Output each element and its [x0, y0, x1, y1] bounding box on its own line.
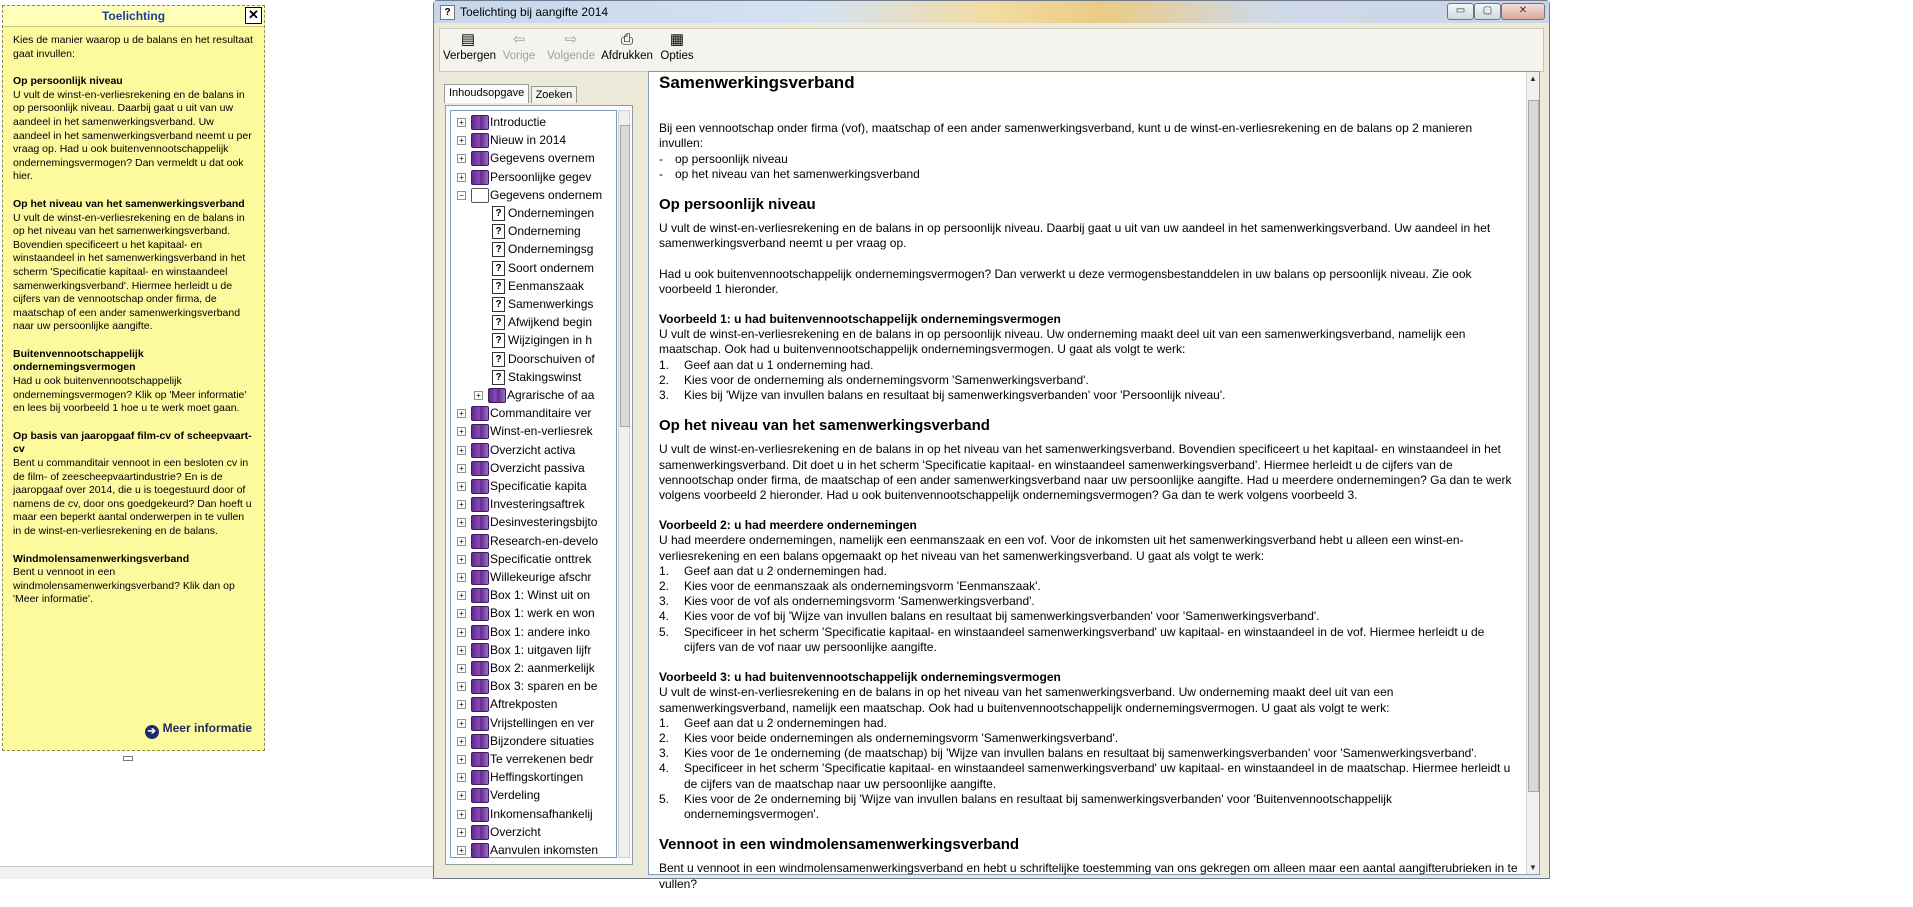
list-item: 1. Geef aan dat u 1 onderneming had. — [659, 357, 874, 372]
book-icon — [471, 716, 489, 731]
scrollbar-thumb[interactable] — [620, 125, 630, 427]
list-item: 4. Kies voor de vof bij 'Wijze van invullen balans en resultaat bij samenwerkingsverbanden' voor 'Samenwerkingsverband'. — [659, 609, 1320, 624]
tree-item[interactable] — [451, 149, 616, 167]
book-icon — [471, 424, 489, 439]
tree-item-label: Gegevens ondernem — [490, 187, 603, 202]
steps-list — [659, 564, 1519, 655]
tree-item-label: Aftrekposten — [490, 697, 558, 712]
book-icon — [471, 461, 489, 476]
book-icon — [471, 825, 489, 840]
expand-icon[interactable]: + — [457, 446, 466, 455]
toelichting-title: Toelichting — [101, 9, 166, 23]
list-item: - op persoonlijk niveau — [659, 152, 1519, 167]
toolbar-label: Volgende — [547, 50, 595, 62]
expand-icon[interactable]: + — [457, 609, 466, 618]
tree-item-label: Specificatie kapita — [490, 479, 587, 493]
tree-item-label: Overzicht passiva — [490, 460, 585, 475]
list-item: 3. Kies bij 'Wijze van invullen balans en resultaat bij samenwerkingsverbanden' voor 'Persoonlijk niveau'. — [659, 388, 1226, 403]
book-icon — [471, 606, 489, 621]
tree-item[interactable] — [451, 386, 616, 404]
section-heading: Vennoot in een windmolensamenwerkingsverband — [659, 836, 1020, 854]
list-item: 4. Specificeer in het scherm 'Specificatie kapitaal- en winstaandeel samenwerkingsverband' uw kapitaal- en winstaandeel in de maatschap. Hiermee herleidt u de cijfers van de maatschap naar uw persoonlijke aangifte. — [659, 761, 1511, 791]
maximize-button[interactable]: ▢ — [1474, 3, 1501, 20]
step-text: Geef aan dat u 2 ondernemingen had. — [684, 715, 887, 730]
book-icon — [471, 807, 489, 822]
example-text: U had meerdere ondernemingen, namelijk een eenmanszaak en een vof. Voor de inkomsten uit het samenwerkingsverband hebt u alleen een winst-en-verliesrekening en een balans opgemaakt op het niveau van het samenwerkingsverband. U gaat als volgt te werk: — [659, 533, 1464, 563]
expand-icon[interactable]: + — [457, 810, 466, 819]
vorige-button[interactable] — [498, 31, 540, 62]
contents-pane — [445, 105, 633, 865]
tree-item[interactable] — [451, 222, 616, 240]
tree-item-label: Eenmanszaak — [508, 278, 585, 293]
arrow-right-icon: ➔ — [145, 725, 159, 739]
nav-tabs — [444, 86, 575, 105]
expand-icon[interactable]: + — [457, 737, 466, 746]
tree-item[interactable] — [451, 623, 616, 641]
tree-item[interactable] — [451, 568, 616, 586]
book-icon — [471, 552, 489, 567]
book-icon — [471, 788, 489, 803]
tree-item-label: Ondernemingen — [508, 206, 595, 220]
step-text: Kies voor de vof als ondernemingsvorm 'Samenwerkingsverband'. — [684, 594, 1035, 609]
tree-item[interactable] — [451, 113, 616, 131]
tree-item[interactable] — [451, 240, 616, 258]
tree-item[interactable] — [451, 641, 616, 659]
book-icon — [471, 534, 489, 549]
expand-icon[interactable]: + — [457, 700, 466, 709]
verbergen-button[interactable] — [443, 31, 497, 62]
tree-item-label: Desinvesteringsbijto — [490, 515, 598, 530]
expand-icon[interactable]: + — [457, 682, 466, 691]
list-item: 5. Specificeer in het scherm 'Specificatie kapitaal- en winstaandeel samenwerkingsverband' uw kapitaal- en winstaandeel in de vof. Hiermee herleidt u de cijfers van de vof naar uw persoonlijke aangifte. — [659, 624, 1485, 654]
help-page-icon: ? — [492, 242, 505, 257]
step-text: Specificeer in het scherm 'Specificatie kapitaal- en winstaandeel samenwerkingsverband' uw kapitaal- en winstaandeel in de vof. Hiermee herleidt u de cijfers van de vof naar uw persoonlijke aangifte. — [684, 624, 1485, 654]
book-icon — [471, 443, 489, 458]
example-title: Voorbeeld 2: u had meerdere ondernemingen — [659, 518, 917, 533]
toelichting-section — [13, 553, 254, 607]
expand-icon[interactable]: + — [457, 154, 466, 163]
tab-inhoudsopgave[interactable]: Inhoudsopgave — [444, 84, 529, 103]
tree-item[interactable] — [451, 477, 616, 495]
contents-tree[interactable] — [450, 110, 617, 858]
tree-item-label: Research-en-develo — [490, 533, 599, 548]
tab-zoeken[interactable]: Zoeken — [531, 86, 578, 103]
tree-item[interactable] — [451, 422, 616, 440]
expand-icon[interactable]: + — [457, 591, 466, 600]
step-text: Kies voor de onderneming als ondernemingsvorm 'Samenwerkingsverband'. — [684, 372, 1089, 387]
volgende-button[interactable] — [545, 31, 597, 62]
help-page-icon: ? — [492, 279, 505, 294]
section-text: Bent u vennoot in een windmolensamenwerkingsverband? Klik dan op 'Meer informatie'. — [13, 566, 235, 606]
book-icon — [471, 770, 489, 785]
tree-item[interactable] — [451, 695, 616, 713]
list-item: 5. Kies voor de 2e onderneming bij 'Wijze van invullen balans en resultaat bij samenwerkingsverbanden' voor 'Buitenvennootschappelijk ondernemingsvermogen'. — [659, 791, 1392, 821]
help-page-icon: ? — [492, 261, 505, 276]
opties-button[interactable] — [659, 31, 695, 62]
tree-item-label: Persoonlijke gegev — [490, 169, 592, 184]
meer-informatie-link[interactable] — [145, 721, 252, 739]
expand-icon[interactable]: + — [457, 791, 466, 800]
help-page-icon: ? — [492, 224, 505, 239]
tree-item-label: Gegevens overnem — [490, 151, 595, 166]
tree-item[interactable] — [451, 513, 616, 531]
toelichting-header — [3, 6, 264, 27]
help-page-icon: ? — [492, 206, 505, 221]
help-page-icon: ? — [492, 370, 505, 385]
tree-item[interactable] — [451, 732, 616, 750]
printer-icon: ⎙ — [620, 31, 633, 48]
help-page-icon: ? — [492, 315, 505, 330]
tree-item-label: Box 1: andere inko — [490, 624, 591, 639]
paragraph: U vult de winst-en-verliesrekening en de balans in op het niveau van het samenwerkingsverband. Bovendien specificeert u het kapitaal- en winstaandeel in het samenwerkingsverband. Dit doet u in het scherm 'Specificatie kapitaal- en winstaandeel samenwerkingsverband'. Hiermee herleidt u de cijfers van de vennootschap onder firma, de maatschap of een ander samenwerkingsverband naar uw persoonlijke aangifte. Had u meerdere ondernemingen? Ga dan te werk volgens voorbeeld 2 hieronder. Had u ook buitenvennootschappelijk ondernemingsvermogen? Ga dan te werk volgens voorbeeld 3. — [659, 442, 1512, 503]
book-icon — [471, 406, 489, 421]
tree-item[interactable] — [451, 750, 616, 768]
scroll-down-icon[interactable]: ▼ — [1529, 863, 1537, 872]
forward-arrow-icon: ⇨ — [564, 31, 578, 48]
section-heading: Op persoonlijk niveau — [659, 196, 816, 214]
tree-item-label: Box 3: sparen en be — [490, 679, 598, 694]
tree-item[interactable] — [451, 786, 616, 804]
list-item: 2. Kies voor de eenmanszaak als ondernemingsvorm 'Eenmanszaak'. — [659, 579, 1041, 594]
close-icon[interactable]: ✕ — [245, 7, 262, 24]
book-icon — [471, 679, 489, 694]
list-item: 2. Kies voor beide ondernemingen als ondernemingsvorm 'Samenwerkingsverband'. — [659, 730, 1119, 745]
section-heading: Op het niveau van het samenwerkingsverband — [13, 197, 245, 210]
toelichting-section — [13, 348, 254, 416]
toelichting-section — [13, 75, 254, 184]
section-text: Bent u commanditair vennoot in een besloten cv in de film- of zeescheepvaartindustrie? En is de jaaropgaaf over 2014, die u is toegestuurd door of namens de cv, door ons goedgekeurd? Dan hoeft u maar een beperkt aantal onderwerpen in te vullen in de winst-en-verliesrekening en de balans. — [13, 457, 252, 537]
toolbar — [439, 28, 1544, 72]
book-icon — [471, 843, 489, 858]
tree-item-label: Heffingskortingen — [490, 770, 584, 785]
tree-item-label: Box 1: uitgaven lijfr — [490, 642, 592, 657]
tree-item-label: Wijzigingen in h — [508, 333, 593, 348]
close-window-button[interactable]: ✕ — [1501, 3, 1545, 20]
tree-item[interactable] — [451, 805, 616, 823]
tree-item[interactable] — [451, 277, 616, 295]
expand-icon[interactable]: + — [457, 464, 466, 473]
topic-content — [659, 72, 1519, 907]
tree-item-label: Willekeurige afschr — [490, 570, 592, 584]
tree-item-label: Ondernemingsg — [508, 242, 594, 257]
step-text: Geef aan dat u 2 ondernemingen had. — [684, 563, 887, 578]
tree-item[interactable] — [451, 295, 616, 313]
tree-item-label: Commanditaire ver — [490, 406, 592, 421]
expand-icon[interactable]: + — [474, 391, 483, 400]
toolbar-label: Verbergen — [443, 50, 497, 62]
tree-item[interactable] — [451, 441, 616, 459]
example-text: U vult de winst-en-verliesrekening en de balans in op het niveau van het samenwerkingsverband. Uw onderneming maakt deel uit van een samenwerkingsverband, namelijk een maatschap. Ook had u buitenvennootschappelijk ondernemingsvermogen. U gaat als volgt te werk: — [659, 685, 1394, 715]
resize-handle[interactable] — [123, 756, 133, 761]
horizontal-scrollbar[interactable] — [0, 866, 433, 879]
step-text: Kies voor de vof bij 'Wijze van invullen balans en resultaat bij samenwerkingsverbanden' voor 'Samenwerkingsverband'. — [684, 609, 1320, 624]
tree-item-label: Overzicht activa — [490, 442, 576, 457]
hide-pane-icon: ▤ — [460, 31, 476, 48]
tree-item-label: Winst-en-verliesrek — [490, 424, 593, 439]
expand-icon[interactable]: + — [457, 518, 466, 527]
tree-item[interactable] — [451, 204, 616, 222]
tree-item-label: Overzicht — [490, 824, 541, 839]
book-icon — [471, 643, 489, 658]
title-bar[interactable] — [434, 1, 1549, 23]
book-icon — [471, 515, 489, 530]
paragraph: Bent u vennoot in een windmolensamenwerkingsverband en hebt u schriftelijke toestemming van ons gekregen om alleen maar een aantal aangifterubrieken in te vullen? — [659, 861, 1518, 891]
step-text: Geef aan dat u 1 onderneming had. — [684, 357, 874, 372]
example-title: Voorbeeld 3: u had buitenvennootschappelijk ondernemingsvermogen — [659, 670, 1061, 685]
toolbar-label: Vorige — [502, 50, 536, 62]
tree-item-label: Specificatie onttrek — [490, 551, 592, 566]
back-arrow-icon: ⇦ — [512, 31, 526, 48]
section-text: U vult de winst-en-verliesrekening en de balans in op persoonlijk niveau. Daarbij gaat u uit van uw aandeel in het samenwerkingsverband. Uw aandeel in het samenwerkingsverband neemt u per vraag op. Had u ook buitenvennootschappelijk ondernemingsvermogen? Dan vermeldt u dat ook hier. — [13, 88, 252, 183]
tree-item-label: Inkomensafhankelij — [490, 806, 593, 821]
topic-pane — [648, 71, 1540, 891]
tree-scrollbar[interactable] — [618, 110, 630, 858]
tree-item-label: Onderneming — [508, 224, 581, 239]
expand-icon[interactable]: + — [457, 537, 466, 546]
step-text: Specificeer in het scherm 'Specificatie kapitaal- en winstaandeel samenwerkingsverband' uw kapitaal- en winstaandeel in de maatschap. Hiermee herleidt u de cijfers van de maatschap naar uw persoonlijke aangifte. — [684, 761, 1511, 791]
tree-item-label: Te verrekenen bedr — [490, 752, 594, 766]
book-icon — [471, 133, 489, 148]
tree-item[interactable] — [451, 586, 616, 604]
meer-informatie-label: Meer informatie — [162, 721, 252, 735]
book-icon — [471, 570, 489, 585]
help-page-icon: ? — [492, 333, 505, 348]
list-item: 3. Kies voor de vof als ondernemingsvorm 'Samenwerkingsverband'. — [659, 594, 1035, 609]
toelichting-section — [13, 198, 254, 334]
scrollbar-thumb[interactable] — [1528, 100, 1539, 792]
section-heading: Op persoonlijk niveau — [13, 75, 123, 88]
step-text: Kies voor de 2e onderneming bij 'Wijze van invullen balans en resultaat bij samenwerkingsverbanden' voor 'Buitenvennootschappelijk ondernemingsvermogen'. — [684, 791, 1392, 821]
section-heading: Op het niveau van het samenwerkingsverband — [659, 417, 990, 435]
section-heading: Windmolensamenwerkingsverband — [13, 552, 190, 565]
book-icon — [471, 697, 489, 712]
steps-list — [659, 358, 1519, 404]
step-text: Kies voor beide ondernemingen als ondernemingsvorm 'Samenwerkingsverband'. — [684, 730, 1119, 745]
tree-item[interactable] — [451, 677, 616, 695]
step-text: Kies voor de 1e onderneming (de maatschap) bij 'Wijze van invullen balans en resultaat bij samenwerkingsverbanden' voor 'Samenwerkingsverband'. — [684, 746, 1477, 761]
paragraph: U vult de winst-en-verliesrekening en de balans in op persoonlijk niveau. Daarbij gaat u uit van uw aandeel in het samenwerkingsverband. Uw aandeel in het samenwerkingsverband neemt u per vraag op. — [659, 221, 1491, 251]
tree-item-label: Aanvulen inkomsten — [490, 843, 599, 857]
book-icon — [488, 388, 506, 403]
tree-item-label: Investeringsaftrek — [490, 497, 585, 512]
book-icon — [471, 115, 489, 130]
toelichting-section — [13, 430, 254, 539]
expand-icon[interactable]: + — [457, 828, 466, 837]
tree-item-label: Doorschuiven of — [508, 351, 595, 366]
tree-item-label: Bijzondere situaties — [490, 733, 595, 748]
list-item: 3. Kies voor de 1e onderneming (de maatschap) bij 'Wijze van invullen balans en resultaat bij samenwerkingsverbanden' voor 'Samenwerkingsverband'. — [659, 746, 1477, 761]
collapse-icon[interactable]: − — [457, 191, 466, 200]
topic-scrollbar[interactable] — [1526, 72, 1539, 874]
expand-icon[interactable]: + — [457, 555, 466, 564]
toelichting-intro: Kies de manier waarop u de balans en het resultaat gaat invullen: — [13, 34, 253, 60]
list-item: - op het niveau van het samenwerkingsverband — [659, 167, 1519, 182]
book-icon — [471, 625, 489, 640]
tree-item[interactable] — [451, 186, 616, 204]
book-icon — [471, 661, 489, 676]
book-icon — [471, 479, 489, 494]
list-item: 1. Geef aan dat u 2 ondernemingen had. — [659, 715, 887, 730]
tree-item[interactable] — [451, 768, 616, 786]
tree-item-label: Box 1: werk en won — [490, 606, 595, 621]
tree-item[interactable] — [451, 823, 616, 841]
expand-icon[interactable]: + — [457, 427, 466, 436]
intro-list — [659, 152, 1519, 182]
tree-item[interactable] — [451, 313, 616, 331]
minimize-button[interactable]: ▭ — [1447, 3, 1474, 20]
toelichting-body — [3, 27, 264, 607]
expand-icon[interactable]: + — [457, 664, 466, 673]
tree-item[interactable] — [451, 714, 616, 732]
expand-icon[interactable]: + — [457, 482, 466, 491]
step-text: Kies bij 'Wijze van invullen balans en resultaat bij samenwerkingsverbanden' voor 'Persoonlijk niveau'. — [684, 388, 1226, 403]
expand-icon[interactable]: + — [457, 846, 466, 855]
book-icon — [471, 588, 489, 603]
intro-text: Bij een vennootschap onder firma (vof), maatschap of een ander samenwerkingsverband, kunt u de winst-en-verliesrekening en de balans op 2 manieren invullen: — [659, 121, 1473, 151]
book-icon — [471, 497, 489, 512]
expand-icon[interactable]: + — [457, 628, 466, 637]
tree-item-label: Box 2: aanmerkelijk — [490, 661, 595, 675]
expand-icon[interactable]: + — [457, 173, 466, 182]
tree-item-label: Vrijstellingen en ver — [490, 715, 595, 730]
options-icon: ▦ — [669, 31, 685, 48]
example-title: Voorbeeld 1: u had buitenvennootschappelijk ondernemingsvermogen — [659, 312, 1061, 327]
expand-icon[interactable]: + — [457, 755, 466, 764]
tree-item[interactable] — [451, 532, 616, 550]
tree-item[interactable] — [451, 495, 616, 513]
paragraph: Had u ook buitenvennootschappelijk ondernemingsvermogen? Dan verwerkt u deze vermogensbestanddelen in uw balans op persoonlijk niveau. Zie ook voorbeeld 1 hieronder. — [659, 266, 1472, 296]
steps-list — [659, 716, 1519, 822]
tree-item-label: Verdeling — [490, 788, 541, 803]
help-window — [433, 0, 1550, 891]
book-icon — [471, 170, 489, 185]
tree-item-label: Nieuw in 2014 — [490, 133, 567, 148]
example-text: U vult de winst-en-verliesrekening en de balans in op persoonlijk niveau. Uw onderneming maakt deel uit van een samenwerkingsverband, namelijk een maatschap. Ook had u buitenvennootschappelijk ondernemingsvermogen. U gaat als volgt te werk: — [659, 327, 1466, 357]
tree-item[interactable] — [451, 168, 616, 186]
tree-item-label: Stakingswinst — [508, 369, 582, 384]
expand-icon[interactable]: + — [457, 136, 466, 145]
tree-item[interactable] — [451, 841, 616, 859]
tree-item[interactable] — [451, 259, 616, 277]
list-item: 2. Kies voor de onderneming als ondernemingsvorm 'Samenwerkingsverband'. — [659, 372, 1089, 387]
toolbar-label: Opties — [660, 50, 694, 62]
tree-item-label: Introductie — [490, 115, 547, 129]
expand-icon[interactable]: + — [457, 409, 466, 418]
afdrukken-button[interactable] — [601, 31, 653, 62]
expand-icon[interactable]: + — [457, 773, 466, 782]
book-icon — [471, 151, 489, 166]
tree-item[interactable] — [451, 459, 616, 477]
tree-item-label: Samenwerkings — [508, 297, 594, 311]
tree-item-label: Agrarische of aa — [507, 388, 595, 402]
book-icon — [471, 752, 489, 767]
section-text: Had u ook buitenvennootschappelijk ondernemingsvermogen? Klik op 'Meer informatie' en lees bij voorbeeld 1 hoe u te werk moet gaan. — [13, 375, 247, 415]
expand-icon[interactable]: + — [457, 719, 466, 728]
tree-item[interactable] — [451, 350, 616, 368]
tree-item-label: Afwijkend begin — [508, 315, 593, 330]
section-heading: Op basis van jaaropgaaf film-cv of scheepvaart-cv — [13, 429, 252, 456]
section-text: U vult de winst-en-verliesrekening en de balans in op het niveau van het samenwerkingsverband. Bovendien specificeert u het kapitaal- en winstaandeel in het samenwerkingsverband in het scherm 'Specificatie kapitaal- en winstaandeel samenwerkingsverband'. Hiermee herleidt u de cijfers van de vennootschap onder firma, de maatschap of een ander samenwerkingsverband naar uw persoonlijke aangifte. — [13, 211, 246, 333]
toelichting-panel — [2, 5, 265, 751]
scroll-up-icon[interactable]: ▲ — [1529, 74, 1537, 83]
expand-icon[interactable]: + — [457, 573, 466, 582]
help-file-icon: ? — [440, 5, 455, 20]
tree-item[interactable] — [451, 404, 616, 422]
list-item: 1. Geef aan dat u 2 ondernemingen had. — [659, 563, 887, 578]
tree-item[interactable] — [451, 604, 616, 622]
toolbar-label: Afdrukken — [601, 50, 653, 62]
expand-icon[interactable]: + — [457, 646, 466, 655]
step-text: Kies voor de eenmanszaak als ondernemingsvorm 'Eenmanszaak'. — [684, 579, 1041, 594]
open-book-icon — [471, 188, 489, 203]
tree-item[interactable] — [451, 331, 616, 349]
window-title: Toelichting bij aangifte 2014 — [460, 5, 609, 19]
expand-icon[interactable]: + — [457, 118, 466, 127]
tree-item[interactable] — [451, 550, 616, 568]
section-heading: Buitenvennootschappelijk ondernemingsvermogen — [13, 347, 144, 374]
help-page-icon: ? — [492, 297, 505, 312]
book-icon — [471, 734, 489, 749]
tree-item[interactable] — [451, 659, 616, 677]
help-page-icon: ? — [492, 352, 505, 367]
tree-item-label: Box 1: Winst uit on — [490, 588, 591, 603]
topic-title: Samenwerkingsverband — [659, 73, 855, 92]
tree-item-label: Soort ondernem — [508, 260, 595, 275]
tree-item[interactable] — [451, 131, 616, 149]
expand-icon[interactable]: + — [457, 500, 466, 509]
tree-item[interactable] — [451, 368, 616, 386]
